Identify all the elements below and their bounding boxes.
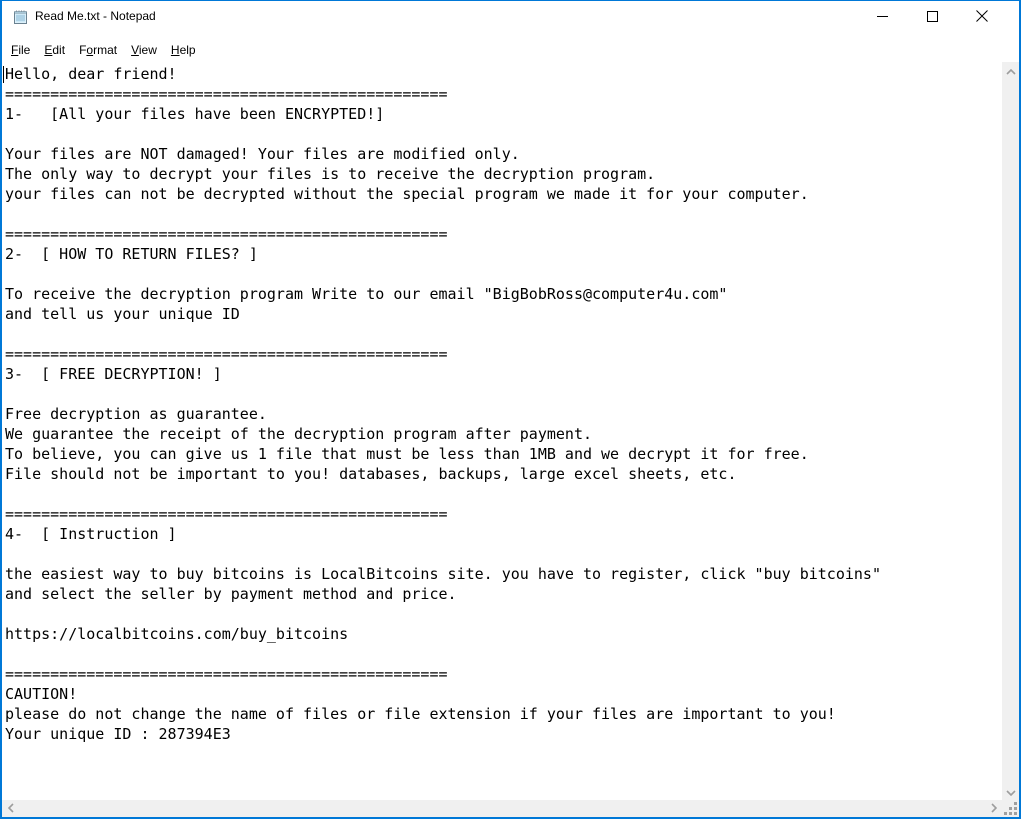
text-line [5,124,1002,144]
window-controls [857,1,1007,31]
close-icon [976,10,988,22]
text-line: ================================================= [5,85,448,103]
text-line [5,264,1002,284]
text-line: https://localbitcoins.com/buy_bitcoins [5,625,349,643]
text-line: ================================================= [5,225,448,243]
text-line: the easiest way to buy bitcoins is LocalBitcoins site. you have to register, click "buy bitcoins" [5,565,881,583]
menu-bar [2,38,1019,62]
vertical-scrollbar[interactable] [1002,62,1019,800]
text-caret [3,66,4,83]
minimize-icon [877,11,888,22]
text-line: Your files are NOT damaged! Your files are modified only. [5,145,520,163]
text-line [5,604,1002,624]
maximize-button[interactable] [907,1,957,31]
text-line: ================================================= [5,665,448,683]
scroll-left-button[interactable] [2,800,19,817]
menu-item-help[interactable]: Help [170,43,196,57]
text-line: The only way to decrypt your files is to receive the decryption program. [5,165,656,183]
scroll-right-button[interactable] [985,800,1002,817]
resize-grip[interactable] [1002,800,1019,817]
chevron-left-icon [8,801,14,816]
text-line: and tell us your unique ID [5,305,240,323]
text-line: please do not change the name of files or file extension if your files are important to you! [5,705,836,723]
text-line [5,484,1002,504]
text-line: 2- [ HOW TO RETURN FILES? ] [5,245,258,263]
close-button[interactable] [957,1,1007,31]
menu-item-view[interactable]: View [131,43,157,57]
text-editor[interactable] [2,62,1002,800]
title-bar[interactable] [2,1,1019,38]
text-line [5,384,1002,404]
window-title: Read Me.txt - Notepad [35,8,156,23]
chevron-up-icon [1006,63,1016,78]
text-line: ================================================= [5,505,448,523]
text-line [5,204,1002,224]
scroll-down-button[interactable] [1002,783,1019,800]
menu-item-format[interactable]: Format [79,43,118,57]
text-line [5,544,1002,564]
text-line [5,324,1002,344]
text-line: We guarantee the receipt of the decryption program after payment. [5,425,592,443]
maximize-icon [927,11,938,22]
text-line [5,644,1002,664]
menu-item-edit[interactable]: Edit [44,43,66,57]
text-line: Hello, dear friend! [5,65,177,83]
text-line: Free decryption as guarantee. [5,405,267,423]
chevron-right-icon [991,801,997,816]
text-line: your files can not be decrypted without the special program we made it for your computer. [5,185,809,203]
text-line: To believe, you can give us 1 file that must be less than 1MB and we decrypt it for free. [5,445,809,463]
text-line: To receive the decryption program Write to our email "BigBobRoss@computer4u.com" [5,285,728,303]
notepad-icon [13,9,29,25]
scroll-up-button[interactable] [1002,62,1019,79]
menu-item-file[interactable]: File [11,43,31,57]
text-line: and select the seller by payment method and price. [5,585,457,603]
text-line: 4- [ Instruction ] [5,525,177,543]
minimize-button[interactable] [857,1,907,31]
text-line: ================================================= [5,345,448,363]
chevron-down-icon [1006,784,1016,799]
text-line: Your unique ID : 287394E3 [5,725,231,743]
content-area [2,62,1019,817]
text-line: 3- [ FREE DECRYPTION! ] [5,365,222,383]
text-line: File should not be important to you! databases, backups, large excel sheets, etc. [5,465,737,483]
text-line: 1- [All your files have been ENCRYPTED!] [5,105,385,123]
horizontal-scrollbar[interactable] [2,800,1002,817]
text-line: CAUTION! [5,685,78,703]
